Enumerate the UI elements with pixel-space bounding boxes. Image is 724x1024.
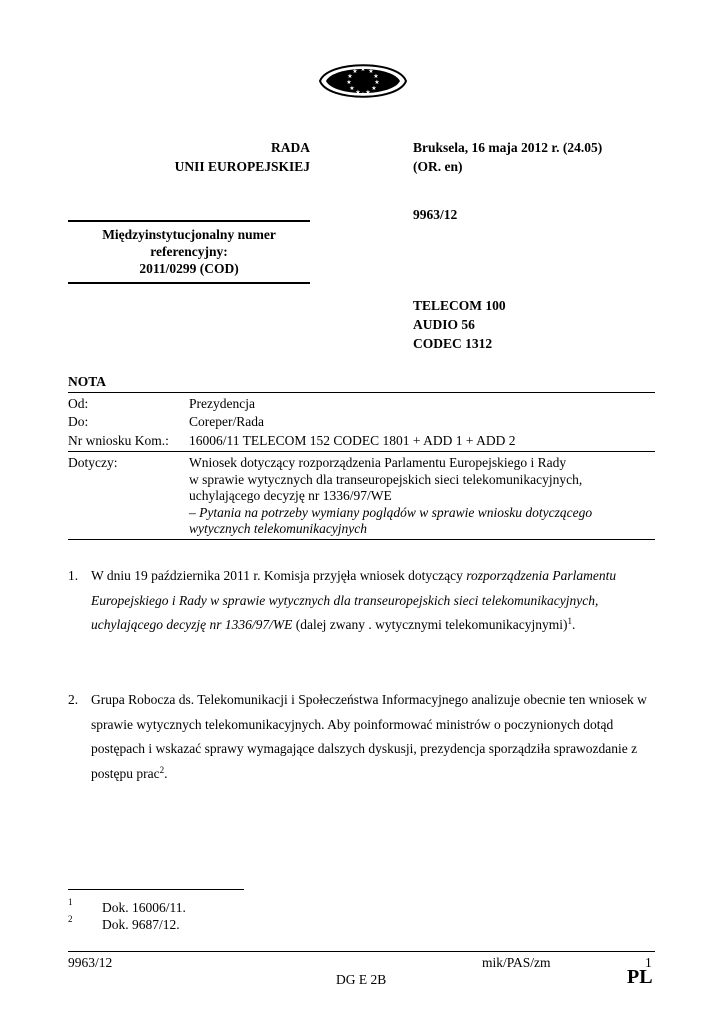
place-date: Bruksela, 16 maja 2012 r. (24.05) [413, 140, 603, 155]
svg-text:★: ★ [347, 73, 353, 80]
paragraph-2 [68, 688, 655, 786]
paragraph-text [91, 564, 655, 638]
svg-text:★: ★ [346, 79, 352, 86]
p2-end: . [164, 765, 168, 781]
footer-rule [68, 951, 655, 952]
to-label: Do: [68, 414, 89, 429]
svg-text:★: ★ [374, 79, 380, 86]
footer-doc-number: 9963/12 [68, 955, 113, 970]
council-line-2: UNII EUROPEJSKIEJ [174, 159, 310, 174]
svg-text:★: ★ [360, 66, 366, 73]
subject-italic-line: – Pytania na potrzeby wymiany poglądów w sprawie wniosku dotyczącego [189, 504, 593, 520]
interinst-line-3: 2011/0299 (COD) [139, 261, 239, 276]
from-label: Od: [68, 396, 89, 411]
subject-value [189, 455, 655, 538]
to-value: Coreper/Rada [189, 414, 264, 429]
footnote-mark: 1 [68, 897, 73, 907]
p2-text: Grupa Robocza ds. Telekomunikacji i Społeczeństwa Informacyjnego analizuje obecnie ten wniosek w sprawie wytycznych telekomunikacyjnych. Aby poinformować ministrów o poczynionych dotąd postępach i wskazać sprawy wymagające dalszych dyskusji, prezydencja sporządziła sprawozdanie z postępu prac [91, 692, 647, 781]
svg-text:★: ★ [349, 85, 355, 92]
paragraph-1 [68, 564, 655, 638]
svg-text:★: ★ [352, 68, 358, 75]
language-code: PL [627, 966, 653, 988]
footnote-ref-2[interactable]: 2 [159, 764, 165, 775]
interinst-line-2: referencyjny: [150, 244, 228, 259]
note-label: NOTA [68, 374, 107, 389]
eu-council-emblem-icon [318, 56, 408, 106]
paragraph-text [91, 688, 655, 786]
original-language: (OR. en) [413, 159, 463, 174]
svg-text:★: ★ [355, 89, 361, 96]
svg-text:★: ★ [360, 91, 366, 98]
interinst-line-1: Międzyinstytucjonalny numer [102, 227, 276, 242]
footnote-separator [68, 889, 244, 890]
document-number: 9963/12 [413, 207, 458, 222]
interinst-top-rule [68, 220, 310, 222]
subject-label: Dotyczy: [68, 455, 118, 470]
commission-ref-label: Nr wniosku Kom.: [68, 433, 169, 448]
note-bottom-rule [68, 539, 655, 540]
subject-code: CODEC 1312 [413, 336, 493, 351]
interinstitutional-reference [68, 226, 310, 277]
page-number: 1 [645, 955, 652, 970]
commission-ref-value: 16006/11 TELECOM 152 CODEC 1801 + ADD 1 + ADD 2 [189, 433, 516, 448]
footer-dg: DG E 2B [336, 972, 387, 987]
footnote-ref-1[interactable]: 1 [567, 616, 572, 626]
council-name [130, 138, 310, 176]
svg-text:★: ★ [371, 85, 377, 92]
footnote-text: Dok. 9687/12. [102, 917, 180, 932]
from-value: Prezydencja [189, 396, 255, 411]
footer-initials: mik/PAS/zm [482, 955, 551, 970]
svg-text:★: ★ [365, 89, 371, 96]
paragraph-number: 2. [68, 692, 79, 707]
footnote-mark: 2 [68, 914, 73, 924]
subject-line: w sprawie wytycznych dla transeuropejskich sieci telekomunikacyjnych, [189, 471, 583, 487]
p1-regulation-title: rozporządzenia Parlamentu Europejskiego i Rady w sprawie wytycznych dla transeuropejskich sieci telekomunikacyjnych, uchylającego decyzję nr 1336/97/WE [91, 568, 617, 632]
p1-text-a: W dniu 19 października 2011 r. Komisja przyjęła wniosek dotyczący [91, 568, 467, 583]
svg-text:★: ★ [368, 68, 374, 75]
subject-line: uchylającego decyzję nr 1336/97/WE [189, 488, 392, 503]
subject-italic-line: wytycznych telekomunikacyjnych [189, 521, 368, 536]
subject-codes [413, 296, 506, 353]
subject-line: Wniosek dotyczący rozporządzenia Parlamentu Europejskiego i Rady [189, 455, 567, 470]
place-date-block [413, 138, 602, 176]
p1-text-c: (dalej zwany . wytycznymi telekomunikacyjnymi) [292, 617, 568, 632]
note-top-rule [68, 392, 655, 393]
paragraph-number: 1. [68, 568, 79, 583]
p1-end: . [572, 617, 576, 632]
svg-text:★: ★ [373, 73, 379, 80]
council-line-1: RADA [271, 140, 310, 155]
subject-code: TELECOM 100 [413, 298, 506, 313]
footnote-text: Dok. 16006/11. [102, 900, 186, 915]
subject-top-rule [68, 451, 655, 452]
subject-code: AUDIO 56 [413, 317, 475, 332]
interinst-bottom-rule [68, 282, 310, 284]
